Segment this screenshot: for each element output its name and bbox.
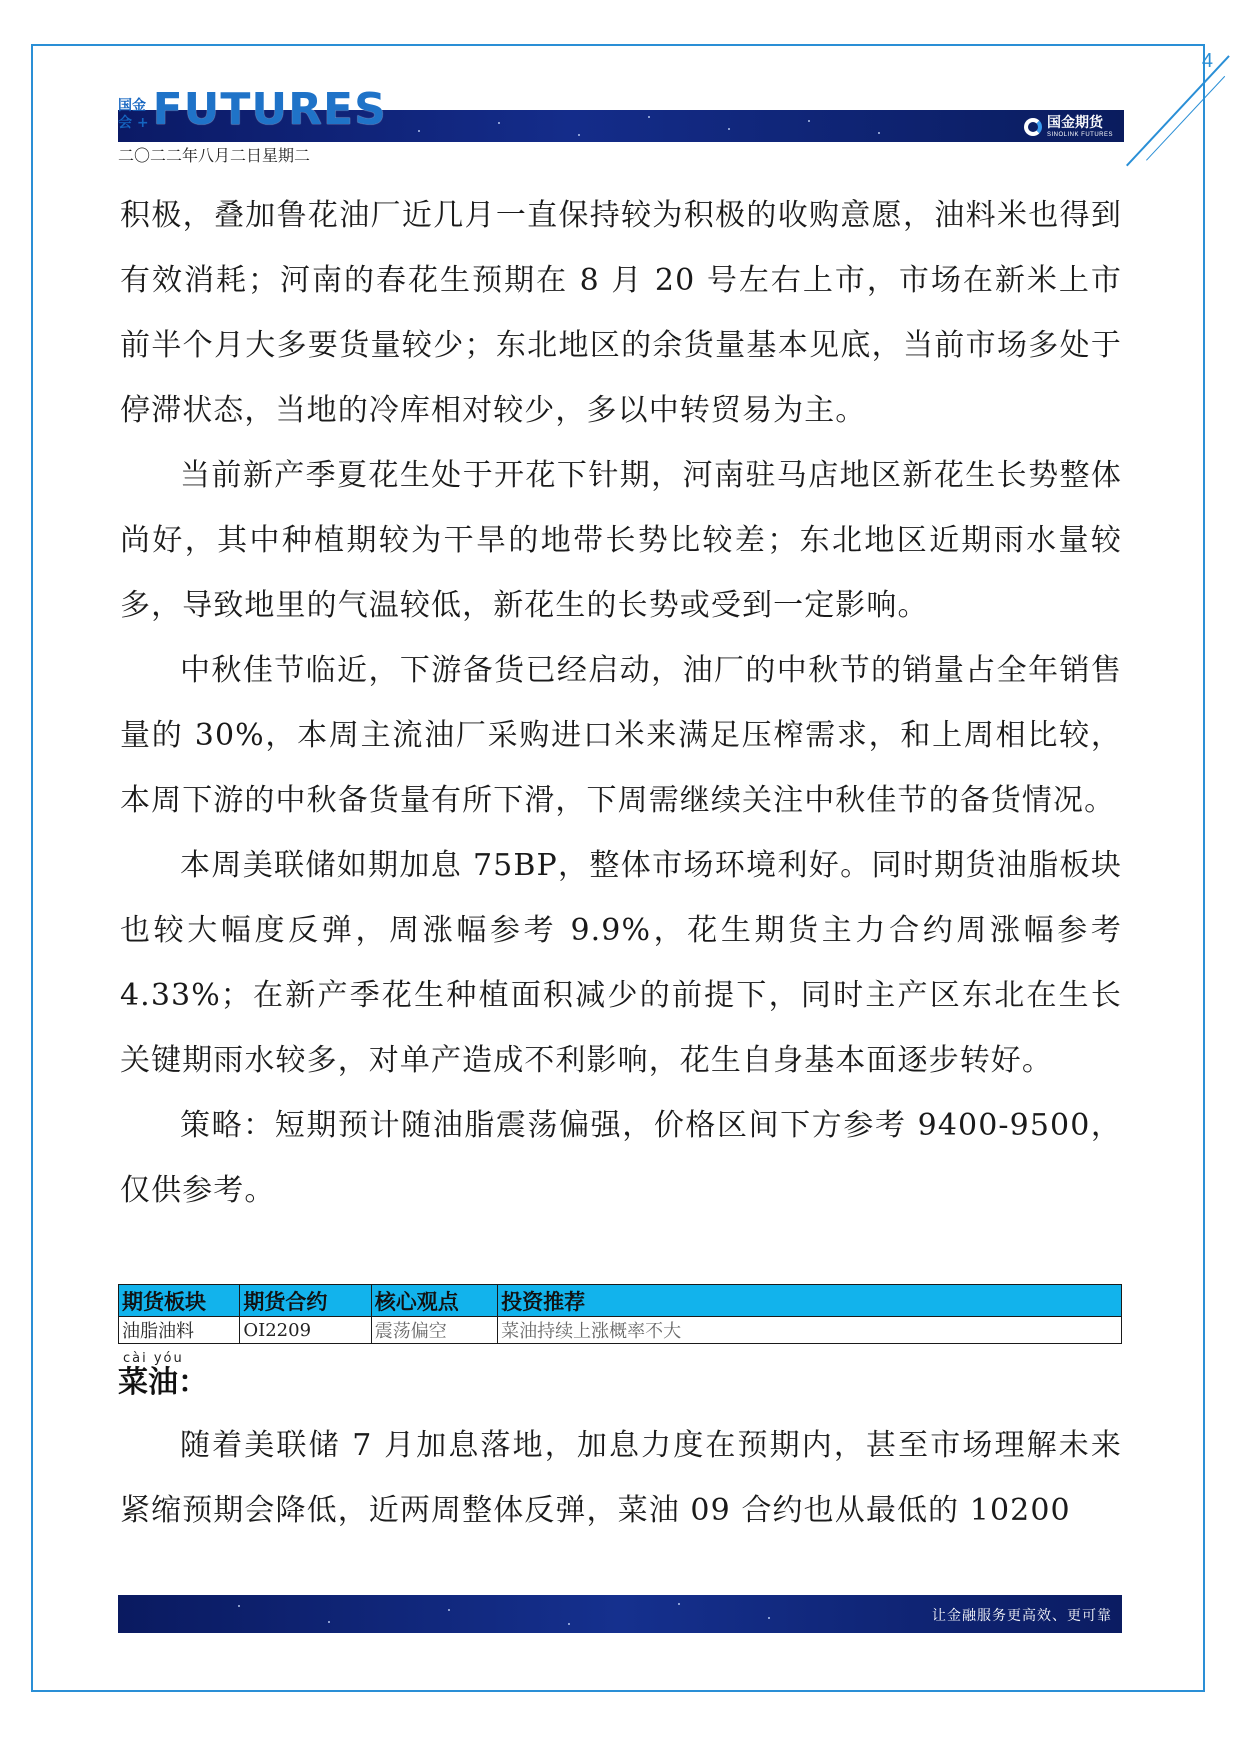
brand-logo-small: 国金 会 +	[118, 98, 149, 131]
body-text	[120, 1413, 1122, 1543]
paragraph: 积极，叠加鲁花油厂近几月一直保持较为积极的收购意愿，油料米也得到有效消耗；河南的春花生预期在 8 月 20 号左右上市，市场在新米上市前半个月大多要货量较少；东北地区的余货量基本见底，当前市场多处于停滞状态，当地的冷库相对较少，多以中转贸易为主。	[120, 198, 1122, 428]
paragraph: 策略：短期预计随油脂震荡偏强，价格区间下方参考 9400-9500，仅供参考。	[120, 1108, 1122, 1208]
footer-band	[118, 1595, 1122, 1633]
body-text	[120, 183, 1122, 1223]
table-cell: 油脂油料	[119, 1317, 240, 1344]
brand-logo	[118, 84, 387, 135]
paragraph: 本周美联储如期加息 75BP，整体市场环境利好。同时期货油脂板块也较大幅度反弹，周涨幅参考 9.9%，花生期货主力合约周涨幅参考 4.33%；在新产季花生种植面积减少的前提下，同时主产区东北在生长关键期雨水较多，对单产造成不利影响，花生自身基本面逐步转好。	[120, 848, 1122, 1078]
section-heading	[118, 1352, 208, 1400]
section-pinyin: cài yóu	[123, 1351, 184, 1366]
report-date: 二〇二二年八月二日星期二	[118, 146, 311, 165]
paragraph: 当前新产季夏花生处于开花下针期，河南驻马店地区新花生长势整体尚好，其中种植期较为干旱的地带长势比较差；东北地区近期雨水量较多，导致地里的气温较低，新花生的长势或受到一定影响。	[120, 458, 1122, 623]
page-number: 4	[1201, 50, 1213, 72]
column-header: 期货合约	[240, 1285, 371, 1317]
company-logo-icon	[1024, 118, 1042, 136]
table-row	[119, 1317, 1122, 1344]
column-header: 核心观点	[371, 1285, 497, 1317]
column-header: 投资推荐	[498, 1285, 1122, 1317]
footer-slogan: 让金融服务更高效、更可靠	[932, 1608, 1112, 1624]
column-header: 期货板块	[119, 1285, 240, 1317]
paragraph: 随着美联储 7 月加息落地，加息力度在预期内，甚至市场理解未来紧缩预期会降低，近两周整体反弹，菜油 09 合约也从最低的 10200	[120, 1428, 1122, 1528]
company-name-en: SINOLINK FUTURES	[1046, 132, 1113, 138]
company-name: 国金期货	[1046, 115, 1103, 131]
table-header-row	[119, 1285, 1122, 1317]
recommendation-table	[118, 1284, 1122, 1344]
table-cell: 震荡偏空	[371, 1317, 497, 1344]
table-cell: 菜油持续上涨概率不大	[498, 1317, 1122, 1344]
company-logo	[1024, 116, 1113, 138]
brand-logo-futures: FUTURES	[152, 84, 387, 135]
section-title: 菜油：	[118, 1365, 208, 1400]
table-cell: OI2209	[240, 1317, 371, 1344]
paragraph: 中秋佳节临近，下游备货已经启动，油厂的中秋节的销量占全年销售量的 30%，本周主流油厂采购进口米来满足压榨需求，和上周相比较，本周下游的中秋备货量有所下滑，下周需继续关注中秋佳节的备货情况。	[120, 653, 1122, 818]
